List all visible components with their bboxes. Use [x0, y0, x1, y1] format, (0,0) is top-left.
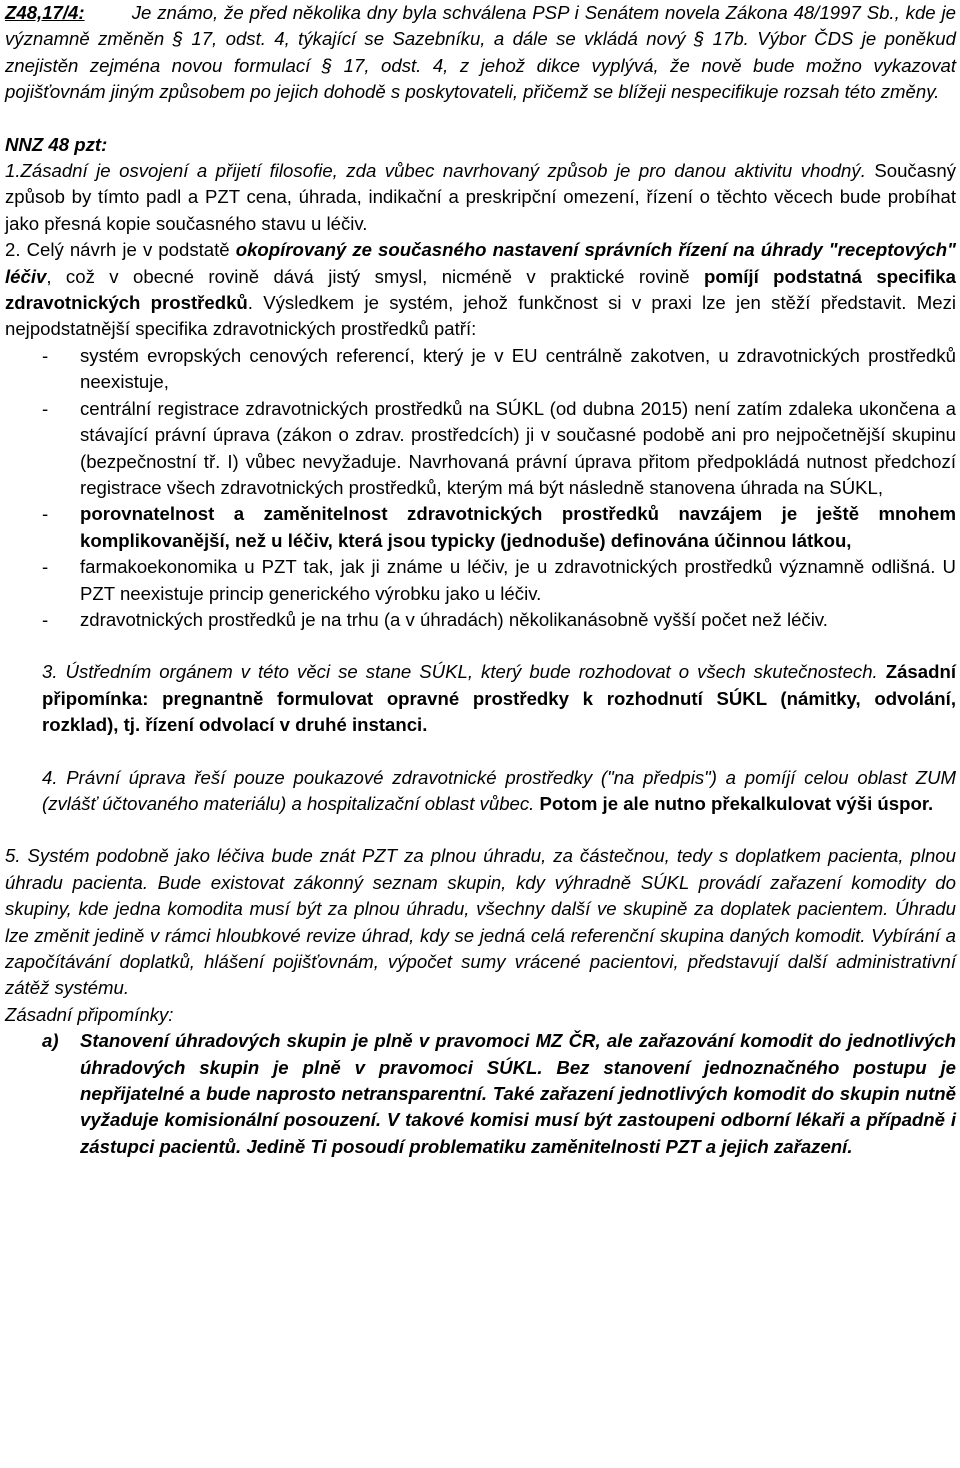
list-item-text: porovnatelnost a zaměnitelnost zdravotnických prostředků navzájem je ještě mnohem komplikovanější, než u léčiv, která jsou typicky (jednoduše) definována účinnou látkou, [80, 503, 956, 551]
point-5: 5. Systém podobně jako léčiva bude znát PZT za plnou úhradu, za částečnou, tedy s doplatkem pacienta, plnou úhradu pacienta. Bude existovat zákonný seznam skupin, kdy výhradně SÚKL provádí zařazení komodity do skupiny, kde jedna komodita musí být za plnou úhradu, všechny další ve skupině za doplatek pacientem. Úhradu lze změnit jedině v rámci hloubkové revize úhrad, kdy se jedná celá referenční skupina daných komodit. Vybírání a započítávání doplatků, hlášení pojišťovnám, výpočet sumy vrácené pacientovi, představují další administrativní zátěž systému. [5, 845, 956, 999]
comment-label: Z48,17/4: [5, 2, 85, 23]
list-item-text: systém evropských cenových referencí, který je v EU centrálně zakotven, u zdravotnických prostředků neexistuje, [80, 344, 956, 393]
list-item [5, 396, 956, 502]
point-4-italic: 4. Právní úprava řeší pouze poukazové zdravotnické prostředky ("na předpis") a pomíjí celou oblast ZUM (zvlášť účtovaného materiálu) a hospitalizační oblast vůbec. [42, 766, 956, 814]
nnz-heading: NNZ 48 pzt: [5, 133, 108, 155]
point-1-rest: Současný způsob by tímto padl a PZT cena, úhrada, indikační a preskripční omezení, řízení o těchto věcech bude probíhat jako přesná kopie současného stavu u léčiv. [5, 160, 956, 234]
point-4 [5, 765, 956, 818]
point-2-a: 2. Celý návrh je v podstatě [5, 239, 236, 261]
list-item-text: farmakoekonomika u PZT tak, jak ji známe u léčiv, je u zdravotnických prostředků významně odlišná. U PZT neexistuje princip generického výrobku jako u léčiv. [80, 556, 956, 604]
point-3-italic: 3. Ústředním orgánem v této věci se stane SÚKL, který bude rozhodovat o všech skutečnostech. [42, 661, 878, 683]
list-item [5, 343, 956, 396]
dash-marker: - [42, 397, 49, 419]
point-2 [5, 237, 956, 343]
list-item-text: zdravotnických prostředků je na trhu (a v úhradách) několikanásobně vyšší počet než léčiv. [80, 608, 828, 630]
list-item-text: centrální registrace zdravotnických prostředků na SÚKL (od dubna 2015) není zatím zdaleka ukončena a stávající právní úprava (zákon o zdrav. prostředcích) ji v současné podobě ani pro nejpočetnější skupinu (bezpečnostní tř. I) vůbec nevyžaduje. Navrhovaná právní úprava přitom předpokládá nutnost předchozí registrace všech zdravotnických prostředků, kterým má být následně stanovena úhrada na SÚKL, [80, 397, 956, 498]
list-item [5, 554, 956, 607]
point-1 [5, 158, 956, 237]
intro-paragraph [5, 0, 956, 106]
point-5-heading: Zásadní připomínky: [5, 1003, 174, 1025]
dash-marker: - [42, 503, 49, 525]
sub-point-text: Stanovení úhradových skupin je plně v pravomoci MZ ČR, ale zařazování komodit do jednotlivých úhradových skupin je plně v pravomoci SÚKL. Bez stanovení jednoznačného postupu je nepřijatelné a bude naprosto netransparentní. Také zařazení jednotlivých komodit do skupin nutně vyžaduje komisionální posouzení. V takové komisi musí být zastoupeni odborní lékaři a případně i zástupci pacientů. Jedině Ti posoudí problematiku zaměnitelnosti PZT a jejich zařazení. [80, 1030, 956, 1157]
point-4-bold: Potom je ale nutno překalkulovat výši úspor. [534, 792, 934, 814]
point-3 [5, 659, 956, 738]
point-3-bold: Zásadní připomínka: pregnantně formulovat opravné prostředky k rozhodnutí SÚKL (námitky, odvolání, rozklad), tj. řízení odvolací v druhé instanci. [42, 661, 956, 736]
sub-point-a [5, 1028, 956, 1160]
point-1-italic: 1.Zásadní je osvojení a přijetí filosofie, zda vůbec navrhovaný způsob je pro danou aktivitu vhodný. [5, 160, 866, 182]
list-item [5, 501, 956, 554]
point-2-c: , což v obecné rovině dává jistý smysl, nicméně v praktické rovině [46, 265, 704, 287]
point-2-emphasis-1: okopírovaný ze současného nastavení správních řízení na úhrady "receptových" léčiv [5, 239, 956, 287]
list-item [5, 607, 956, 633]
dash-marker: - [42, 608, 49, 630]
dash-marker: - [42, 344, 49, 366]
sub-point-marker: a) [42, 1030, 59, 1052]
intro-text: Je známo, že před několika dny byla schválena PSP i Senátem novela Zákona 48/1997 Sb., kde je významně změněn § 17, odst. 4, týkající se Sazebníku, a dále se vkládá nový § 17b. Výbor ČDS je poněkud znejistěn zejména novou formulací § 17, odst. 4, z jehož dikce vyplývá, že nově bude možno vykazovat pojišťovnám jiným způsobem po jejich dohodě s poskytovateli, přičemž se blížeji nespecifikuje rozsah této změny. [5, 2, 956, 103]
point-2-emphasis-2: pomíjí podstatná specifika zdravotnických prostředků [5, 265, 956, 314]
point-2-e: . Výsledkem je systém, jehož funkčnost si v praxi lze jen stěží představit. Mezi nejpodstatnější specifika zdravotnických prostředků patří: [5, 292, 957, 340]
dash-marker: - [42, 556, 49, 578]
